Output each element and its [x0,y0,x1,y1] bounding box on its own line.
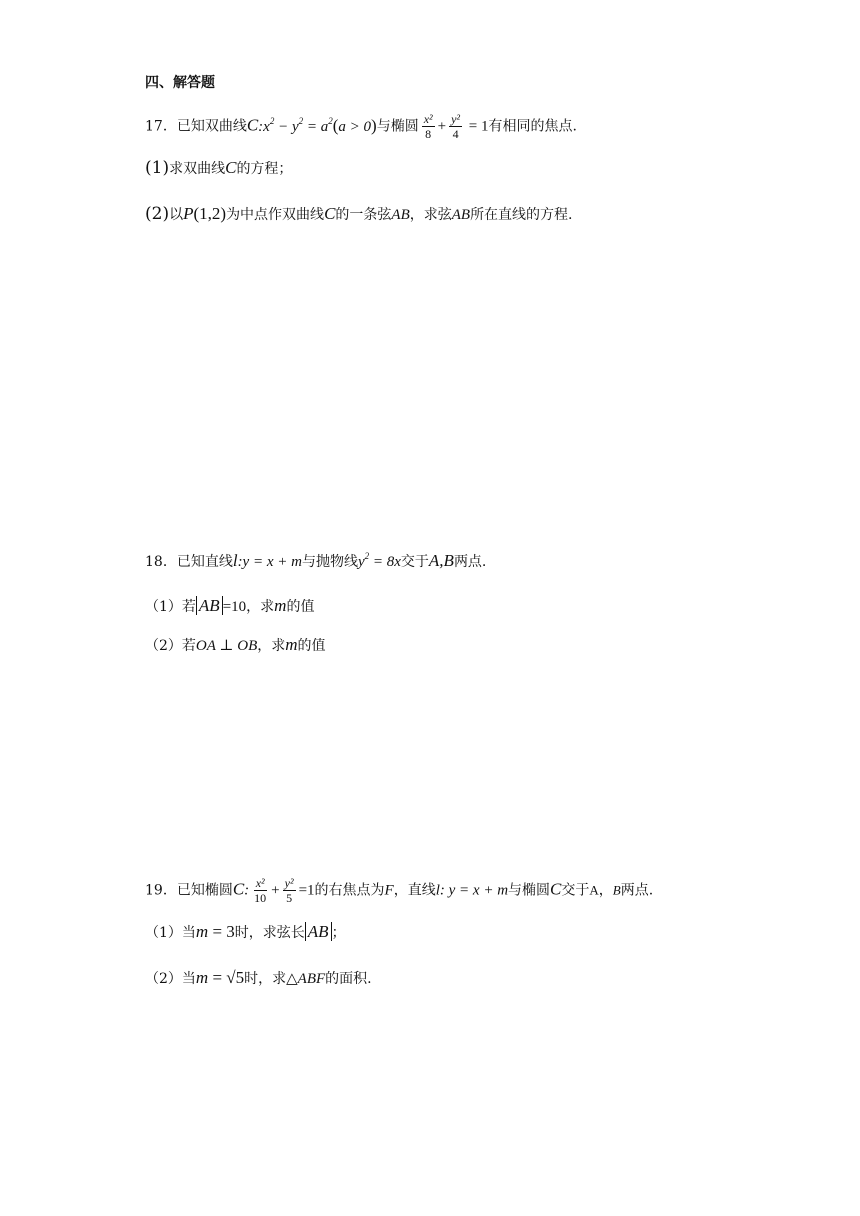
q17-statement: 17．已知双曲线$C:x^2 - y^2 = a^2(a > 0)$与椭圆 $\frac{\text{x²}}{8}$ + $\frac{\text{y²}}{4}$ = 1有相同的焦点. [145,112,577,141]
q18-part1: （1）若 AB =10，求m的值 [145,596,315,615]
q18-part2: （2）若OA ⊥ OB，求m的值 [145,635,326,654]
q17-part2: (2)以P(1,2)为中点作双曲线C的一条弦AB，求弦AB所在直线的方程. [145,204,573,224]
q17-frac-y: $\frac{\text{y²}}{4}$ [451,112,461,141]
q19-part1: （1）当m = 3时，求弦长 AB ； [145,922,346,941]
q17-part1: (1)求双曲线C的方程； [145,158,293,178]
q17-hyperbola-eq: C [246,115,259,135]
q17-number: 17． [145,118,177,135]
q18-statement: 18．已知直线l:y = x + m与抛物线$y^2 = 8x$交于A,B两点. [145,551,487,570]
q17-frac-x: $\frac{\text{x²}}{8}$ [423,112,433,141]
q19-statement: 19．已知椭圆C: $\frac{\text{x²}}{10}$ + $\frac{\text{y²}}{5}$ =1的右焦点为F，直线l: y = x + m与椭圆C交于A，B两点. [145,876,654,905]
q19-part2: （2）当m = √5时，求△ABF的面积. [145,968,372,987]
q19-frac-x: $\frac{\text{x²}}{10}$ [254,876,267,905]
q19-frac-y: $\frac{\text{y²}}{5}$ [284,876,294,905]
section-heading: 四、解答题 [145,75,215,91]
